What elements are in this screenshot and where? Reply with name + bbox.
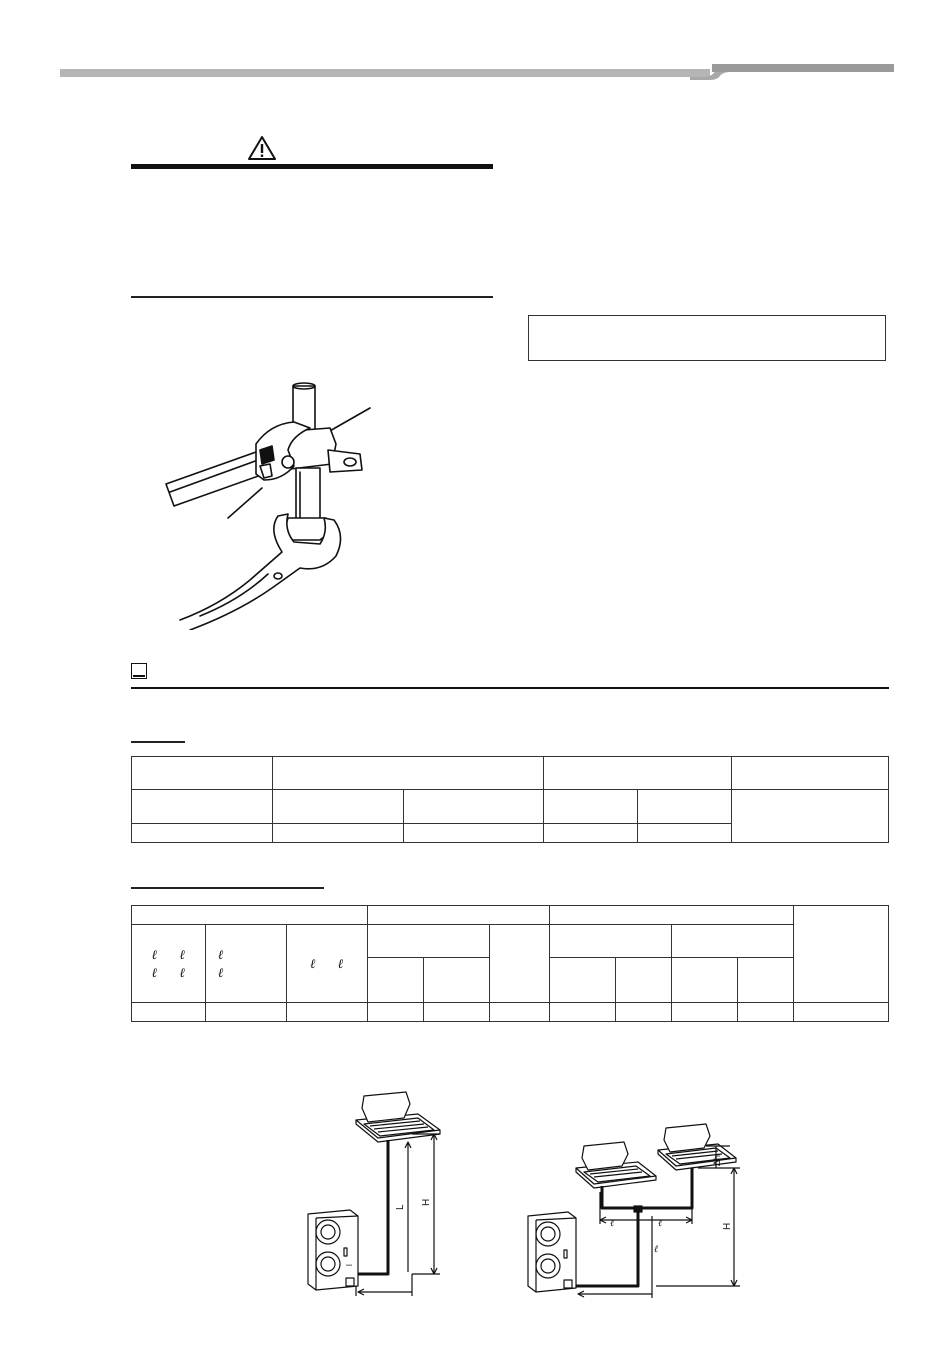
dimension-label-l-left: ℓ [610, 1218, 615, 1229]
ell-symbol: ℓ [151, 965, 158, 981]
table-cell [616, 1003, 672, 1022]
table-cell [403, 824, 544, 843]
table-cell [367, 906, 550, 925]
subheading-underline-1 [131, 741, 185, 743]
table-cell [732, 757, 889, 790]
pipe-length-table [131, 905, 889, 1022]
dimension-label-l-right: ℓ [658, 1218, 663, 1229]
section-marker [131, 663, 147, 679]
table-cell [423, 958, 489, 1003]
warning-triangle-icon [247, 135, 277, 161]
dimension-label-H: H [722, 1222, 733, 1230]
table-cell [132, 790, 273, 824]
table-cell [423, 1003, 489, 1022]
dimension-label-delta-h: Δh [712, 1154, 722, 1166]
table-cell [272, 757, 544, 790]
table-cell-ell [286, 925, 367, 1003]
indoor-unit-right [658, 1124, 736, 1170]
ell-symbol: ℓ [217, 947, 224, 963]
pipe-spec-table [131, 756, 889, 843]
table-cell [544, 824, 638, 843]
table-cell [367, 925, 489, 958]
table-cell-ell [132, 925, 206, 1003]
table-cell [550, 1003, 616, 1022]
table-cell [550, 906, 794, 925]
table-cell [672, 925, 794, 958]
table-cell [794, 906, 889, 1003]
outdoor-unit [528, 1212, 576, 1292]
warning-end-rule [131, 296, 493, 298]
dimension-label-H: H [421, 1198, 432, 1206]
table-cell [367, 958, 423, 1003]
ell-symbol: ℓ [151, 947, 158, 963]
table-cell [794, 1003, 889, 1022]
table-cell [732, 790, 889, 843]
table-cell [132, 757, 273, 790]
table-cell [672, 958, 738, 1003]
table-cell [403, 790, 544, 824]
table-cell [638, 790, 732, 824]
table-cell [544, 757, 732, 790]
section-rule [131, 687, 889, 689]
single-system-diagram [300, 1090, 460, 1305]
table-cell [132, 1003, 206, 1022]
table-cell [132, 824, 273, 843]
table-cell [132, 906, 368, 925]
table-cell [489, 925, 550, 1003]
table-cell [286, 1003, 367, 1022]
table-cell [272, 790, 403, 824]
table-cell [205, 1003, 286, 1022]
ell-symbol: ℓ [337, 956, 344, 972]
header-bar [60, 69, 710, 77]
table-cell [550, 925, 672, 958]
dimension-label-l-main: ℓ [654, 1244, 659, 1255]
dimension-label-l: l [345, 1264, 354, 1266]
table-cell [738, 1003, 794, 1022]
ell-symbol: ℓ [217, 965, 224, 981]
indoor-unit-left [576, 1142, 656, 1188]
ell-symbol: ℓ [179, 965, 186, 981]
table-cell [544, 790, 638, 824]
outdoor-unit [308, 1210, 358, 1290]
twin-system-diagram [520, 1120, 750, 1305]
header-bar-right [712, 64, 894, 72]
ell-symbol: ℓ [310, 956, 316, 972]
table-cell [367, 1003, 423, 1022]
table-cell [272, 824, 403, 843]
note-box [528, 315, 886, 361]
table-cell [489, 1003, 550, 1022]
dimension-label-L: L [395, 1204, 406, 1210]
wrench-illustration [160, 380, 390, 630]
warning-rule [131, 164, 493, 169]
ell-symbol: ℓ [179, 947, 186, 963]
subheading-underline-2 [131, 887, 324, 889]
table-cell [550, 958, 616, 1003]
table-cell [738, 958, 794, 1003]
table-cell [616, 958, 672, 1003]
table-cell-ell [205, 925, 286, 1003]
table-cell [672, 1003, 738, 1022]
table-cell [638, 824, 732, 843]
